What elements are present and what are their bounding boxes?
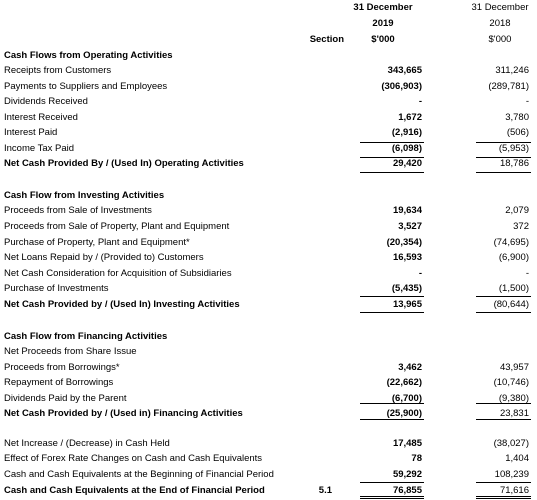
rule-2019-op-total — [360, 157, 424, 158]
value-2018: (1,500) — [498, 283, 529, 294]
table-row — [0, 375, 537, 391]
table-row — [0, 281, 537, 297]
value-2018: 1,404 — [505, 453, 529, 464]
row-label: Net Proceeds from Share Issue — [4, 346, 137, 357]
rule-2018-end-double — [476, 496, 531, 499]
value-2019: 3,527 — [398, 221, 422, 232]
header-2018 — [470, 0, 530, 48]
rule-2019-inv — [360, 296, 424, 297]
row-label: Proceeds from Sale of Property, Plant and Equipment — [4, 221, 230, 232]
value-2018: - — [525, 96, 529, 107]
rule-2019-fin — [360, 403, 424, 404]
value-2019: (5,435) — [391, 283, 422, 294]
value-2018: (506) — [506, 127, 529, 138]
value-2018: 108,239 — [494, 469, 529, 480]
table-row — [0, 219, 537, 235]
rule-2019-end — [360, 482, 424, 483]
value-2019: (20,354) — [386, 237, 422, 248]
header-2019-date: 31 December — [353, 2, 413, 13]
value-2019: 16,593 — [392, 252, 422, 263]
row-label: Cash Flow from Investing Activities — [4, 190, 165, 201]
rule-2018-inv — [476, 296, 531, 297]
value-2018: 71,616 — [499, 485, 529, 496]
table-row — [0, 125, 537, 141]
row-label: Cash and Cash Equivalents at the Beginning of Financial Period — [4, 469, 274, 480]
value-2019: 17,485 — [392, 438, 422, 449]
value-2019: 343,665 — [387, 65, 422, 76]
table-row — [0, 436, 537, 452]
value-2019: 19,634 — [392, 205, 422, 216]
row-section: 5.1 — [318, 485, 332, 496]
value-2019: (6,098) — [391, 143, 422, 154]
value-2018: 372 — [513, 221, 529, 232]
row-label: Repayment of Borrowings — [4, 377, 114, 388]
value-2019: (25,900) — [386, 408, 422, 419]
rule-2019-fin-bottom — [360, 419, 424, 420]
value-2018: 311,246 — [495, 65, 529, 76]
rule-2018-op — [476, 142, 531, 143]
rule-2018-end — [476, 482, 531, 483]
table-row — [0, 329, 537, 345]
value-2019: 59,292 — [392, 469, 422, 480]
value-2019: 13,965 — [392, 299, 422, 310]
row-label: Interest Received — [4, 112, 78, 123]
row-label: Receipts from Customers — [4, 65, 112, 76]
row-label: Cash Flows from Operating Activities — [4, 50, 173, 61]
row-label: Purchase of Property, Plant and Equipment* — [4, 237, 190, 248]
row-label: Net Cash Provided By / (Used In) Operating Activities — [4, 158, 244, 169]
rule-2018-inv-bottom — [476, 312, 531, 313]
table-row — [0, 297, 537, 313]
value-2019: - — [418, 268, 422, 279]
row-label: Net Cash Provided by / (Used in) Financing Activities — [4, 408, 243, 419]
row-label: Dividends Paid by the Parent — [4, 393, 127, 404]
value-2018: (38,027) — [493, 438, 529, 449]
table-row — [0, 235, 537, 251]
value-2018: 18,786 — [499, 158, 529, 169]
value-2018: 43,957 — [499, 362, 529, 373]
header-2018-year: 2018 — [489, 18, 511, 29]
value-2018: (289,781) — [488, 81, 529, 92]
row-label: Net Cash Consideration for Acquisition of Subsidiaries — [4, 268, 232, 279]
value-2019: 78 — [411, 453, 422, 464]
row-label: Net Loans Repaid by / (Provided to) Customers — [4, 252, 204, 263]
table-row — [0, 203, 537, 219]
rule-2018-fin — [476, 403, 531, 404]
row-label: Proceeds from Sale of Investments — [4, 205, 152, 216]
table-row — [0, 451, 537, 467]
header-2018-unit: $'000 — [488, 34, 512, 45]
table-row — [0, 156, 537, 172]
table-row — [0, 406, 537, 422]
value-2018: 23,831 — [499, 408, 529, 419]
rule-2018-fin-bottom — [476, 419, 531, 420]
value-2019: (306,903) — [381, 81, 422, 92]
row-label: Net Cash Provided by / (Used In) Investing Activities — [4, 299, 240, 310]
table-row — [0, 250, 537, 266]
value-2019: 1,672 — [398, 112, 422, 123]
header-2019-unit: $'000 — [371, 34, 395, 45]
table-row — [0, 63, 537, 79]
row-label: Interest Paid — [4, 127, 58, 138]
value-2019: (2,916) — [391, 127, 422, 138]
row-label: Purchase of Investments — [4, 283, 109, 294]
row-label: Effect of Forex Rate Changes on Cash and Cash Equivalents — [4, 453, 263, 464]
value-2018: (5,953) — [498, 143, 529, 154]
value-2018: 3,780 — [505, 112, 529, 123]
rule-2019-end-double — [360, 496, 424, 499]
rule-2018-op-bottom — [476, 172, 531, 173]
row-label: Income Tax Paid — [4, 143, 75, 154]
header-2019-year: 2019 — [372, 18, 394, 29]
table-row — [0, 483, 537, 499]
value-2018: (9,380) — [498, 393, 529, 404]
table-row — [0, 391, 537, 407]
table-row — [0, 94, 537, 110]
header-2018-date: 31 December — [471, 2, 529, 13]
table-row — [0, 79, 537, 95]
row-label: Proceeds from Borrowings* — [4, 362, 120, 373]
header-2019 — [348, 0, 418, 48]
value-2019: 29,420 — [392, 158, 422, 169]
row-label: Dividends Received — [4, 96, 88, 107]
value-2018: (10,746) — [493, 377, 529, 388]
table-row — [0, 188, 537, 204]
value-2019: (6,700) — [391, 393, 422, 404]
table-row — [0, 266, 537, 282]
value-2019: - — [418, 96, 422, 107]
value-2019: 3,462 — [398, 362, 422, 373]
value-2019: 76,855 — [392, 485, 422, 496]
value-2019: (22,662) — [386, 377, 422, 388]
table-row — [0, 141, 537, 157]
value-2018: (80,644) — [493, 299, 529, 310]
table-row — [0, 48, 537, 64]
value-2018: (74,695) — [493, 237, 529, 248]
section-header: Section — [309, 34, 344, 45]
table-row — [0, 344, 537, 360]
rule-2019-inv-bottom — [360, 312, 424, 313]
rule-2019-op-bottom — [360, 172, 424, 173]
row-label: Net Increase / (Decrease) in Cash Held — [4, 438, 170, 449]
value-2018: 2,079 — [505, 205, 529, 216]
rule-2019-op — [360, 142, 424, 143]
table-row — [0, 110, 537, 126]
rule-2018-op-total — [476, 157, 531, 158]
row-label: Payments to Suppliers and Employees — [4, 81, 168, 92]
table-row — [0, 360, 537, 376]
value-2018: (6,900) — [498, 252, 529, 263]
row-label: Cash and Cash Equivalents at the End of Financial Period — [4, 485, 265, 496]
value-2018: - — [525, 268, 529, 279]
row-label: Cash Flow from Financing Activities — [4, 331, 168, 342]
table-row — [0, 467, 537, 483]
